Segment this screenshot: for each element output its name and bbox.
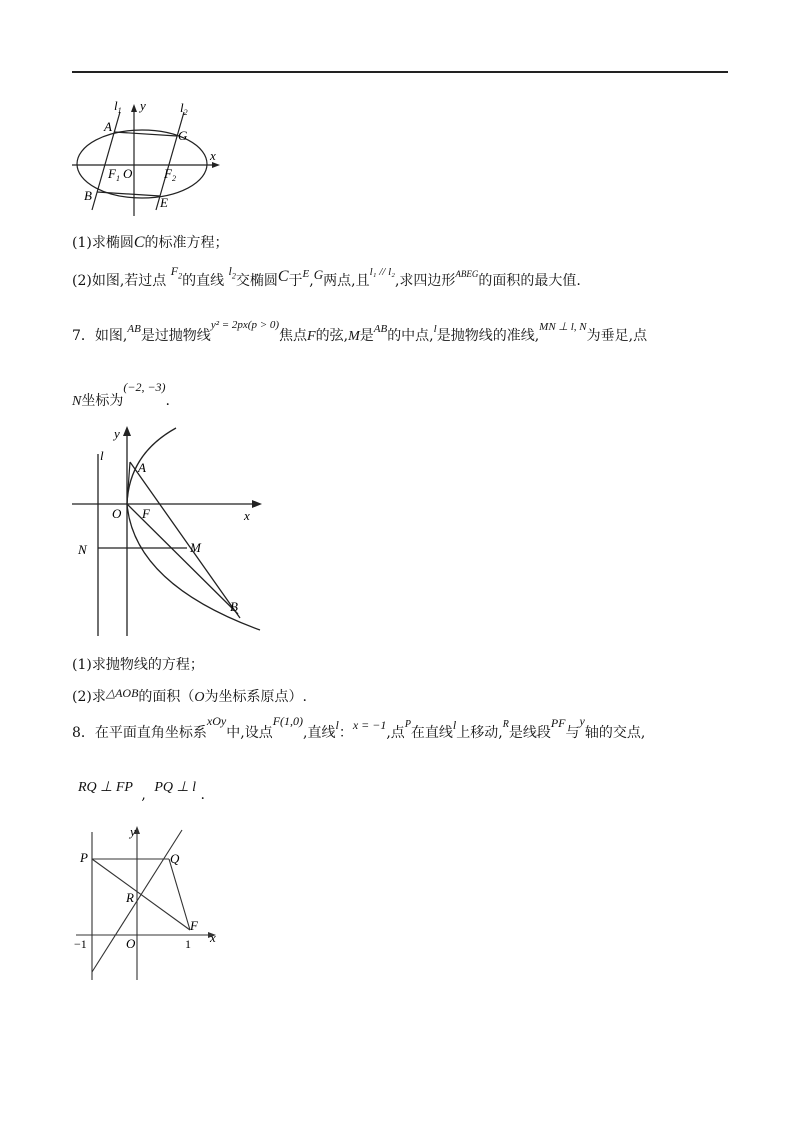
label-neg1: −1 (74, 937, 87, 951)
label-y-axis: y (130, 824, 136, 839)
ellipse-figure (72, 98, 232, 218)
label-A: A (138, 460, 146, 475)
label-G: G (178, 128, 188, 143)
label-F: F (142, 506, 150, 521)
label-O: O (126, 936, 136, 951)
label-M: M (190, 540, 201, 555)
q8-diagram-svg (72, 820, 232, 984)
label-l: l (100, 448, 104, 463)
label-x-axis: x (210, 148, 216, 163)
label-F1: $F_1$ (108, 166, 120, 183)
parabola-figure (72, 424, 272, 640)
q7-part1: (1)求抛物线的方程； (72, 657, 204, 673)
label-O: O (112, 506, 122, 521)
label-l2: $l_2$ (180, 100, 188, 117)
label-Q: Q (170, 851, 180, 866)
q8-conditions: RQ ⊥ FP , PQ ⊥ l . (78, 780, 205, 803)
label-F: F (190, 918, 198, 933)
q6-part1: (1)求椭圆C的标准方程； (72, 234, 229, 251)
label-y-axis: y (114, 426, 120, 441)
q6-part2: (2)如图,若过点 $F_2$的直线 $l_2$交椭圆C于$^E$,G两点,且$^{l_1 // l_2}$,求四边形$^{ABEG}$的面积的最大值. (72, 264, 581, 289)
label-E: E (160, 195, 168, 210)
label-one: 1 (185, 937, 191, 951)
label-O: O (123, 166, 133, 181)
q8-statement: 8．在平面直角坐标系xOy中,设点F(1,0),直线l：x = −1,点$^P$在直线l上移动,$^R$是线段PF与y轴的交点, (72, 714, 646, 741)
label-N: N (78, 542, 87, 557)
label-P: P (80, 850, 88, 865)
q8-figure (72, 820, 232, 984)
q7-part2: (2)求△AOB的面积（O为坐标系原点）. (72, 686, 307, 705)
label-B: B (230, 599, 238, 614)
label-B: B (84, 188, 92, 203)
label-A: A (104, 119, 112, 134)
q7-statement: 7．如图,$^{AB}$是过抛物线$^{y^2 = 2px(p > 0)}$焦点F的弦,M是$^{AB}$的中点,$^l$是抛物线的准线,$^{MN \perp l, N}$为垂足,点 (72, 319, 648, 344)
label-x-axis: x (244, 508, 250, 523)
parabola-diagram-svg (72, 424, 272, 640)
label-y-axis: y (140, 98, 146, 113)
header-rule (72, 71, 728, 73)
label-l1: $l_1$ (114, 98, 122, 115)
ellipse-diagram-svg (72, 98, 232, 218)
q7-statement-line2: N坐标为(−2, −3). (72, 380, 170, 409)
label-x-axis: x (210, 930, 216, 945)
label-F2: $F_2$ (164, 166, 176, 183)
label-R: R (126, 890, 134, 905)
